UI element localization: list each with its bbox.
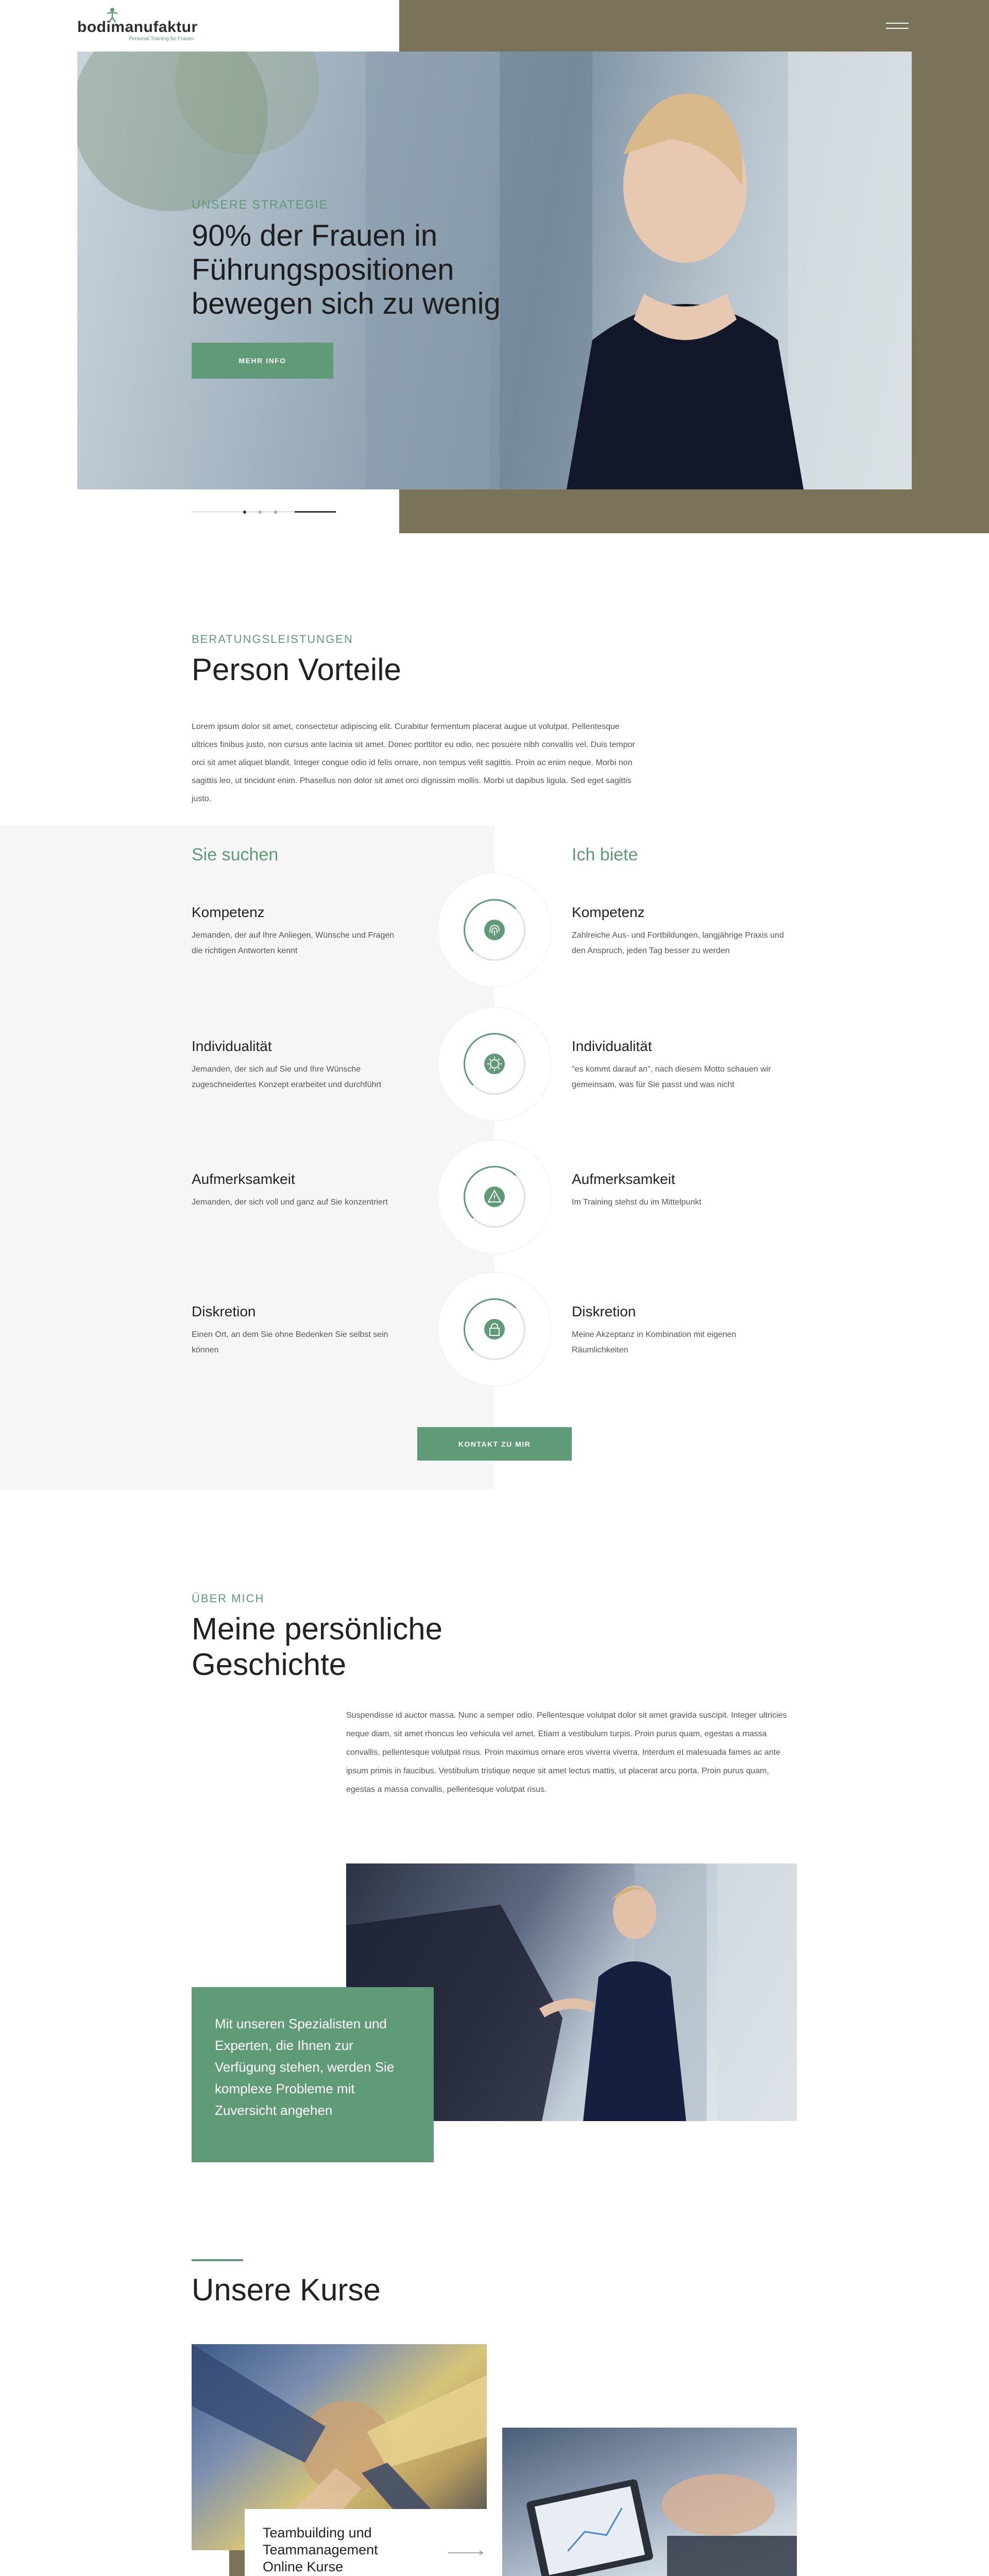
kurse-accent-line	[192, 2259, 243, 2261]
right-feature	[572, 1171, 793, 1210]
hero-title: 90% der Frauen in Führungspositionen bewegen sich zu wenig	[192, 219, 501, 320]
left-feature	[192, 1303, 398, 1358]
right-feature-title: Diskretion	[572, 1303, 636, 1319]
right-feature-title: Individualität	[572, 1038, 652, 1054]
right-feature-title: Kompetenz	[572, 904, 645, 920]
left-feature-title: Individualität	[192, 1038, 272, 1054]
beratung-eyebrow: BERATUNGSLEISTUNGEN	[192, 633, 353, 646]
left-feature-title: Diskretion	[192, 1303, 256, 1319]
lock-icon	[482, 1316, 507, 1342]
course2-photo-shape	[502, 2428, 797, 2576]
arrow-right-icon[interactable]	[448, 2550, 484, 2555]
about-eyebrow: ÜBER MICH	[192, 1592, 265, 1605]
left-feature	[192, 1038, 398, 1093]
logo[interactable]	[77, 7, 232, 43]
about-title: Meine persönliche Geschichte	[192, 1612, 442, 1682]
right-feature-text: Meine Akzeptanz in Kombination mit eigenen Räumlichkeiten	[572, 1330, 737, 1354]
slider-dot[interactable]	[243, 511, 246, 514]
about-text: Suspendisse id auctor massa. Nunc a semper odio. Pellentesque volutpat dolor sit amet gravida suscipit. Integer ultricies neque diam, sit amet rhoncus leo vehicula vel amet. Etiam a vestibulum turpis. Proin purus quam, egestas a massa convallis, pellentesque volutpat risus. Proin maximus ornare eros viverra viverra. Interdum et malesuada fames ac ante ipsum primis in faucibus. Vestibulum tristique neque sit amet lectus mattis, ut placerat arcu porta. Proin purus quam, egestas a massa convallis, pellentesque volutpat risus.	[346, 1711, 787, 1794]
slider-dot[interactable]	[274, 511, 277, 514]
right-feature	[572, 1303, 793, 1358]
feature-circle	[438, 1140, 551, 1253]
right-feature	[572, 1038, 793, 1093]
gear-icon	[482, 1051, 507, 1077]
left-feature-text: Jemanden, der sich auf Sie und Ihre Wünsche zugeschneidertes Konzept erarbeitet und durchführt	[192, 1065, 382, 1089]
course1-card[interactable]	[245, 2509, 487, 2576]
feature-circle	[438, 873, 551, 987]
beratung-intro: Lorem ipsum dolor sit amet, consectetur adipiscing elit. Curabitur fermentum placerat augue ut volutpat. Pellentesque ultrices finibus justo, non cursus ante lacinia sit amet. Donec porttitor eu odio, nec posuere nibh convallis vel. Duis tempor orci sit amet aliquet blandit. Integer congue odio id felis ornare, non tempus velit sagittis. Proin ac enim neque. Morbi non sagittis leo, ut tincidunt enim. Phasellus non dolor sit amet orci dignissim mollis. Morbi ut dapibus ligula. Sed eget sagittis justo.	[192, 722, 635, 803]
course2-image[interactable]	[502, 2428, 797, 2576]
feature-circle	[438, 1273, 551, 1386]
slider-pagination[interactable]	[192, 510, 336, 515]
about-quote-box	[192, 1987, 434, 2162]
right-feature-text: Im Training stehst du im Mittelpunkt	[572, 1198, 702, 1207]
left-feature-text: Einen Ort, an dem Sie ohne Bedenken Sie selbst sein können	[192, 1330, 388, 1354]
left-feature-text: Jemanden, der auf Ihre Anliegen, Wünsche und Fragen die richtigen Antworten kennt	[192, 931, 395, 955]
left-feature	[192, 1171, 398, 1210]
course1-title: Teambuilding und Teammanagement Online Kurse	[263, 2525, 378, 2574]
left-feature-text: Jemanden, der sich voll und ganz auf Sie konzentriert	[192, 1198, 388, 1207]
beratung-title: Person Vorteile	[192, 652, 401, 687]
warning-icon	[482, 1184, 507, 1210]
fingerprint-icon	[482, 917, 507, 943]
hero-eyebrow: UNSERE STRATEGIE	[192, 198, 328, 212]
contact-me-button[interactable]: KONTAKT ZU MIR	[417, 1427, 572, 1461]
feature-circle	[438, 1007, 551, 1121]
left-feature-title: Aufmerksamkeit	[192, 1171, 295, 1187]
right-heading: Ich biete	[572, 845, 638, 865]
left-feature	[192, 904, 398, 959]
about-quote: Mit unseren Spezialisten und Experten, die Ihnen zur Verfügung stehen, werden Sie komplexe Probleme mit Zuversicht angehen	[215, 2016, 395, 2118]
right-feature-title: Aufmerksamkeit	[572, 1171, 675, 1187]
logo-text: bodimanufaktur	[77, 19, 198, 36]
right-feature-text: "es kommt darauf an", nach diesem Motto schauen wir gemeinsam, was für Sie passt und was nicht	[572, 1065, 771, 1089]
slider-active-bar	[295, 511, 336, 513]
right-feature-text: Zahlreiche Aus- und Fortbildungen, langjährige Praxis und den Anspruch, jeden Tag besser zu werden	[572, 931, 784, 955]
logo-tagline: Personal Training für Frauen	[129, 36, 194, 42]
left-feature-title: Kompetenz	[192, 904, 265, 920]
left-heading: Sie suchen	[192, 845, 279, 865]
hero-more-button[interactable]: MEHR INFO	[192, 343, 333, 379]
right-feature	[572, 904, 793, 959]
hamburger-menu-icon[interactable]	[886, 23, 909, 31]
slider-dot[interactable]	[259, 511, 262, 514]
kurse-title: Unsere Kurse	[192, 2273, 381, 2307]
